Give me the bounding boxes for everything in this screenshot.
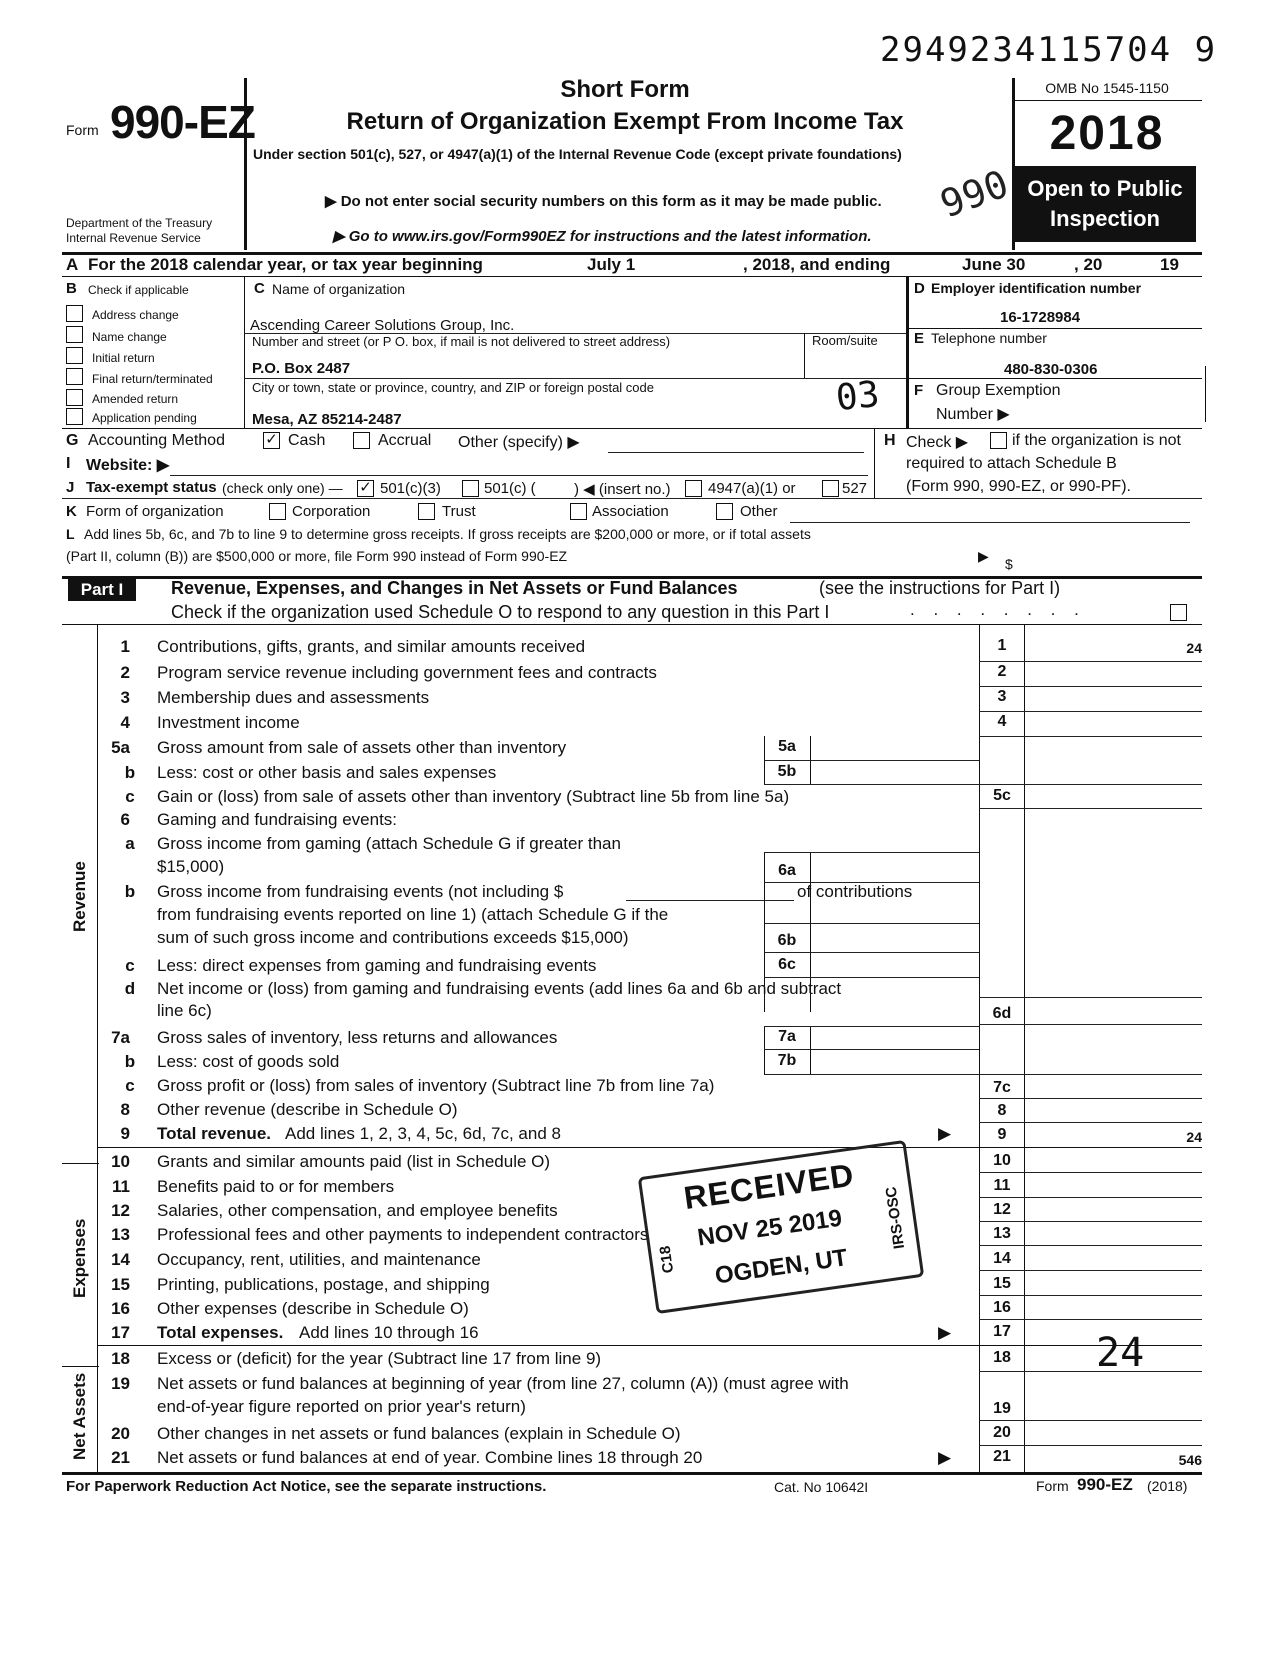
line-l-arrow: ▶: [978, 548, 989, 564]
line-3-rule: [979, 711, 1202, 712]
line-11-rule: [979, 1197, 1202, 1198]
dept-treasury: Department of the Treasury: [66, 216, 213, 230]
line-6d-desc-2: line 6c): [157, 1001, 212, 1020]
city-value[interactable]: Mesa, AZ 85214-2487: [252, 411, 402, 428]
section-b-label: B: [66, 280, 77, 297]
line-2-rule: [979, 686, 1202, 687]
line-i-label: I: [66, 455, 71, 472]
schedule-o-checkbox[interactable]: [1170, 604, 1187, 621]
group-exemption-label: Group Exemption: [936, 382, 1061, 399]
line-2-box: 2: [997, 663, 1007, 680]
part1-tag: [68, 579, 136, 601]
tax-year-end-yy[interactable]: 19: [1160, 255, 1179, 274]
line-18-box: 18: [993, 1349, 1011, 1366]
line-8-box: 8: [997, 1102, 1007, 1119]
line-5a-desc: Gross amount from sale of assets other than inventory: [157, 738, 567, 757]
line-5a-num: 5a: [111, 738, 130, 757]
section-f-label: F: [914, 382, 924, 399]
footer-paperwork-notice: For Paperwork Reduction Act Notice, see the separate instructions.: [66, 1478, 547, 1495]
address-change-checkbox[interactable]: [66, 305, 83, 322]
line-2-num: 2: [120, 663, 130, 682]
line-5a-rule: [764, 760, 979, 761]
revenue-side-label: Revenue: [70, 861, 89, 932]
h-divider: [874, 428, 875, 498]
line-20-rule: [979, 1445, 1202, 1446]
line-17-box: 17: [993, 1323, 1011, 1340]
line-16-box: 16: [993, 1299, 1011, 1316]
line-5b-desc: Less: cost or other basis and sales expenses: [157, 763, 497, 782]
section-d-label: D: [914, 280, 925, 297]
section-e-label: E: [914, 330, 925, 347]
margin-mark: [1205, 366, 1206, 422]
stamp-received-text: RECEIVED: [681, 1156, 857, 1217]
line-16-rule: [979, 1319, 1202, 1320]
notice-irs-link[interactable]: ▶ Go to www.irs.gov/Form990EZ for instructions and the latest information.: [333, 228, 872, 245]
line-a-mid: , 2018, and ending: [743, 255, 891, 274]
expenses-side-label: Expenses: [70, 1218, 89, 1298]
line-6c-rule: [764, 977, 979, 978]
line-6b-top-rule: [764, 923, 979, 924]
line-9-value[interactable]: 24: [1186, 1129, 1202, 1145]
line-17-num: 17: [111, 1323, 130, 1342]
corporation-label: Corporation: [292, 503, 371, 520]
association-checkbox[interactable]: [570, 503, 587, 520]
tax-year-end[interactable]: June 30: [962, 255, 1026, 274]
ein-value[interactable]: 16-1728984: [1000, 309, 1081, 326]
line-7a-top-rule: [764, 1026, 979, 1027]
line-13-rule: [979, 1245, 1202, 1246]
application-pending-label: Application pending: [92, 411, 197, 425]
line-15-desc: Printing, publications, postage, and shipping: [157, 1275, 490, 1294]
accrual-label: Accrual: [378, 432, 432, 449]
net-assets-side-label: Net Assets: [70, 1372, 89, 1460]
line-9-desc: Add lines 1, 2, 3, 4, 5c, 6d, 7c, and 8: [285, 1124, 561, 1143]
org-name-label: Name of organization: [272, 281, 406, 297]
line-6b-contrib-input[interactable]: [626, 900, 794, 901]
website-label: Website: ▶: [86, 457, 170, 474]
line-1-desc: Contributions, gifts, grants, and similar amounts received: [157, 637, 586, 656]
rule-below-a: [62, 276, 1202, 277]
line-10-rule: [979, 1172, 1202, 1173]
line-9-rule: [97, 1147, 1202, 1148]
footer-cat-number: Cat. No 10642I: [774, 1479, 869, 1495]
ein-rule: [906, 328, 1202, 329]
line-19-num: 19: [111, 1374, 130, 1393]
line-15-num: 15: [111, 1275, 130, 1294]
footer-form-year: (2018): [1147, 1478, 1188, 1494]
4947-label: 4947(a)(1) or: [708, 480, 796, 497]
line-1-value[interactable]: 24: [1186, 640, 1202, 656]
line-6b-rule: [764, 952, 979, 953]
line-14-desc: Occupancy, rent, utilities, and maintenance: [157, 1250, 481, 1269]
room-divider: [804, 333, 805, 378]
open-to-public-text: Open to Public: [1027, 176, 1183, 201]
line-14-rule: [979, 1270, 1202, 1271]
line-18-value[interactable]: 24: [1096, 1330, 1145, 1376]
notice-ssn: ▶ Do not enter social security numbers on this form as it may be made public.: [325, 193, 882, 210]
street-rule: [244, 378, 906, 379]
line-6c-box: 6c: [778, 956, 796, 973]
line-16-num: 16: [111, 1299, 130, 1318]
amended-return-label: Amended return: [92, 392, 179, 406]
4947-checkbox[interactable]: [685, 480, 702, 497]
cash-checkbox[interactable]: ✓: [263, 432, 280, 449]
expenses-net-divider: [62, 1366, 99, 1367]
line-6a-desc: Gross income from gaming (attach Schedule G if greater than: [157, 834, 621, 853]
line-15-box: 15: [993, 1275, 1011, 1292]
open-to-public-box: [1014, 166, 1196, 242]
line-6a-box: 6a: [778, 862, 796, 879]
dept-irs: Internal Revenue Service: [66, 231, 201, 245]
other-specify-label: Other (specify) ▶: [458, 434, 580, 451]
line-7-mid-right-rule: [810, 1026, 811, 1074]
501c3-label: 501(c)(3): [380, 480, 441, 497]
footer-form-number: 990-EZ: [1077, 1475, 1133, 1494]
accrual-checkbox[interactable]: [353, 432, 370, 449]
501c3-checkbox[interactable]: ✓: [357, 480, 374, 497]
line-13-num: 13: [111, 1225, 130, 1244]
other-specify-input[interactable]: [608, 452, 864, 453]
line-17-arrow: ▶: [938, 1323, 952, 1342]
line-18-num: 18: [111, 1349, 130, 1368]
line-6d-box: 6d: [992, 1005, 1012, 1022]
line-16-desc: Other expenses (describe in Schedule O): [157, 1299, 469, 1318]
line-j-label: J: [66, 479, 75, 496]
line-19-rule: [979, 1420, 1202, 1421]
revenue-expenses-divider: [62, 1163, 99, 1164]
line-6b-desc: Gross income from fundraising events (not including $: [157, 882, 564, 901]
line-21-desc: Net assets or fund balances at end of year. Combine lines 18 through 20: [157, 1448, 703, 1467]
final-return-label: Final return/terminated: [92, 372, 213, 386]
line-6c-desc: Less: direct expenses from gaming and fundraising events: [157, 956, 597, 975]
line-9-num: 9: [120, 1124, 130, 1143]
title-subtitle: Under section 501(c), 527, or 4947(a)(1) of the Internal Revenue Code (except private foundations): [253, 146, 902, 162]
line-12-rule: [979, 1221, 1202, 1222]
line-20-num: 20: [111, 1424, 130, 1443]
line-5b-rule: [764, 784, 1202, 785]
schedule-o-dots: . . . . . . . .: [910, 600, 1086, 619]
line-1-box: 1: [997, 637, 1007, 654]
rule-below-c: [62, 428, 1202, 429]
association-label: Association: [592, 503, 669, 520]
line-a-yr-prefix: , 20: [1074, 255, 1103, 274]
line-l-text-2: (Part II, column (B)) are $500,000 or more, file Form 990 instead of Form 990-EZ: [66, 548, 568, 564]
line-20-desc: Other changes in net assets or fund balances (explain in Schedule O): [157, 1424, 681, 1443]
accounting-method-label: Accounting Method: [88, 432, 225, 449]
line-17-desc: Add lines 10 through 16: [299, 1323, 479, 1342]
line-6d-top-rule: [979, 997, 1202, 998]
line-8-desc: Other revenue (describe in Schedule O): [157, 1100, 458, 1119]
line-1-rule: [979, 661, 1202, 662]
line-5c-num: c: [125, 787, 135, 806]
tax-year: 2018: [1049, 107, 1165, 160]
part1-tag-text: Part I: [80, 580, 124, 599]
line-6a-top-rule: [764, 852, 979, 853]
line-5b-box: 5b: [777, 763, 797, 780]
line-8-rule: [979, 1122, 1202, 1123]
document-locator-number: 2949234115704 9: [880, 30, 1218, 70]
other-org-input[interactable]: [790, 522, 1190, 523]
application-pending-checkbox[interactable]: [66, 408, 83, 425]
tax-exempt-status-label: Tax-exempt status: [86, 479, 217, 496]
section-c-label: C: [254, 280, 265, 297]
stamp-place-text: OGDEN, UT: [713, 1244, 850, 1290]
title-main: Return of Organization Exempt From Income Tax: [346, 108, 904, 135]
line-18-desc: Excess or (deficit) for the year (Subtract line 17 from line 9): [157, 1349, 602, 1368]
room-suite-label: Room/suite: [812, 333, 878, 348]
side-column-rule: [97, 624, 98, 1474]
line-7b-num: b: [124, 1052, 136, 1071]
schedule-b-checkbox[interactable]: [990, 432, 1007, 449]
tax-exempt-note: (check only one) —: [222, 480, 343, 496]
line-10-num: 10: [111, 1152, 130, 1171]
line-4-desc: Investment income: [157, 713, 300, 732]
line-2-desc: Program service revenue including government fees and contracts: [157, 663, 657, 682]
line-a-text: For the 2018 calendar year, or tax year beginning: [88, 255, 483, 274]
org-name-value[interactable]: Ascending Career Solutions Group, Inc.: [250, 317, 515, 334]
line-h-text-3: (Form 990, 990-EZ, or 990-PF).: [906, 478, 1131, 495]
section-c-left-rule: [244, 276, 245, 428]
line-7c-num: c: [125, 1076, 135, 1095]
other-org-checkbox[interactable]: [716, 503, 733, 520]
line-11-desc: Benefits paid to or for members: [157, 1177, 395, 1196]
line-7a-box: 7a: [778, 1028, 796, 1045]
line-18-rule: [979, 1371, 1202, 1372]
section-b-title: Check if applicable: [88, 283, 189, 297]
initial-return-checkbox[interactable]: [66, 347, 83, 364]
line-3-box: 3: [997, 688, 1007, 705]
line-21-box: 21: [993, 1448, 1011, 1465]
line-6a-num: a: [125, 834, 135, 853]
line-6b-desc-1b: of contributions: [797, 882, 913, 901]
footer-form-word: Form: [1036, 1478, 1069, 1494]
line-1-num: 1: [120, 637, 130, 656]
amended-return-checkbox[interactable]: [66, 389, 83, 406]
omb-rule: [1012, 100, 1202, 101]
line-6d-num: d: [124, 979, 136, 998]
form-of-org-label: Form of organization: [86, 503, 224, 520]
initial-return-label: Initial return: [92, 351, 155, 365]
line-7a-desc: Gross sales of inventory, less returns and allowances: [157, 1028, 558, 1047]
telephone-label: Telephone number: [931, 330, 1047, 346]
section-c-right-rule: [906, 276, 909, 428]
tax-year-begin[interactable]: July 1: [587, 255, 636, 274]
line-l-dollar: $: [1005, 556, 1013, 572]
handwritten-mark-990: 990: [934, 161, 1015, 227]
rule-below-part1: [62, 624, 1202, 625]
line-6c-num: c: [125, 956, 135, 975]
line-21-num: 21: [111, 1448, 130, 1467]
rule-above-k: [62, 498, 1202, 499]
line-11-box: 11: [993, 1177, 1011, 1194]
line-4-rule: [979, 736, 1202, 737]
part1-title: Revenue, Expenses, and Changes in Net Assets or Fund Balances: [171, 578, 738, 598]
line-3-num: 3: [120, 688, 130, 707]
line-5b-num: b: [124, 763, 136, 782]
form-word: Form: [66, 122, 99, 138]
line-5c-rule: [979, 808, 1202, 809]
line-l-text: Add lines 5b, 6c, and 7b to line 9 to determine gross receipts. If gross receipts are $200,000 or more, or if total assets: [84, 526, 811, 542]
line-7b-desc: Less: cost of goods sold: [157, 1052, 340, 1071]
line-6-desc: Gaming and fundraising events:: [157, 810, 398, 829]
trust-label: Trust: [442, 503, 476, 520]
line-a-label: A: [66, 255, 79, 274]
line-12-desc: Salaries, other compensation, and employee benefits: [157, 1201, 558, 1220]
line-19-desc: Net assets or fund balances at beginning of year (from line 27, column (A)) (must agree with: [157, 1374, 849, 1393]
line-6b-desc-2: from fundraising events reported on line 1) (attach Schedule G if the: [157, 905, 669, 924]
line-19-box: 19: [993, 1400, 1011, 1417]
street-value[interactable]: P.O. Box 2487: [252, 360, 351, 377]
line-5a-box: 5a: [778, 738, 796, 755]
other-org-label: Other: [740, 503, 778, 520]
line-7b-rule: [764, 1074, 1202, 1075]
501c-label: 501(c) (: [484, 480, 536, 497]
line-7c-box: 7c: [993, 1079, 1011, 1096]
title-short-form: Short Form: [560, 76, 690, 103]
line-9-desc-bold: Total revenue.: [157, 1124, 271, 1143]
line-6b-num: b: [124, 882, 136, 901]
line-6d-desc: Net income or (loss) from gaming and fundraising events (add lines 6a and 6b and subtract: [157, 979, 842, 998]
line-15-rule: [979, 1295, 1202, 1296]
line-9-arrow: ▶: [938, 1124, 952, 1143]
part1-title-note: (see the instructions for Part I): [819, 578, 1061, 598]
line-17-rule: [97, 1345, 1202, 1346]
received-stamp: [638, 1140, 925, 1314]
line-21-value[interactable]: 546: [1178, 1452, 1202, 1468]
line-6-num: 6: [120, 810, 130, 829]
line-h-text: if the organization is not: [1012, 432, 1181, 449]
stamp-side-left: C18: [656, 1244, 678, 1275]
box-column-left-rule: [979, 624, 980, 1474]
group-exemption-number-label: Number ▶: [936, 406, 1010, 423]
line-13-desc: Professional fees and other payments to independent contractors: [157, 1225, 649, 1244]
line-g-label: G: [66, 432, 79, 449]
line-6d-rule: [979, 1024, 1202, 1025]
address-change-label: Address change: [92, 308, 179, 322]
line-19-desc-2: end-of-year figure reported on prior year's return): [157, 1397, 526, 1416]
line-14-box: 14: [993, 1250, 1011, 1267]
rule-above-footer: [62, 1472, 1202, 1475]
telephone-value[interactable]: 480-830-0306: [1004, 361, 1098, 378]
line-10-desc: Grants and similar amounts paid (list in Schedule O): [157, 1152, 551, 1171]
line-12-box: 12: [993, 1201, 1011, 1218]
line-4-num: 4: [120, 713, 130, 732]
line-l-label: L: [66, 526, 75, 542]
line-7a-rule: [764, 1049, 979, 1050]
website-input[interactable]: [170, 475, 868, 476]
line-14-num: 14: [111, 1250, 130, 1269]
line-7b-box: 7b: [777, 1052, 797, 1069]
line-h-check: Check ▶: [906, 434, 969, 451]
ein-label: Employer identification number: [931, 280, 1142, 296]
trust-checkbox[interactable]: [418, 503, 435, 520]
line-17-desc-bold: Total expenses.: [157, 1323, 284, 1342]
527-label: 527: [842, 480, 868, 497]
line-20-box: 20: [993, 1424, 1011, 1441]
line-7c-desc: Gross profit or (loss) from sales of inventory (Subtract line 7b from line 7a): [157, 1076, 715, 1095]
line-5c-desc: Gain or (loss) from sale of assets other than inventory (Subtract line 5b from line 5a): [157, 787, 790, 806]
handwritten-mark-03: 03: [833, 373, 882, 420]
street-label: Number and street (or P O. box, if mail is not delivered to street address): [252, 334, 671, 349]
line-13-box: 13: [993, 1225, 1011, 1242]
omb-number: OMB No 1545-1150: [1045, 80, 1169, 96]
501c-insert-label: ) ◀ (insert no.): [574, 481, 671, 498]
line-h-text-2: required to attach Schedule B: [906, 455, 1117, 472]
line-7c-rule: [979, 1098, 1202, 1099]
line-6b-desc-3: sum of such gross income and contributions exceeds $15,000): [157, 928, 629, 947]
line-8-num: 8: [120, 1100, 130, 1119]
schedule-o-check-text: Check if the organization used Schedule O to respond to any question in this Part I: [171, 602, 830, 622]
line-5c-box: 5c: [993, 787, 1011, 804]
line-k-label: K: [66, 503, 77, 520]
line-21-arrow: ▶: [938, 1448, 952, 1467]
cash-label: Cash: [288, 432, 326, 449]
501c-checkbox[interactable]: [462, 480, 479, 497]
line-10-box: 10: [993, 1152, 1011, 1169]
telephone-rule: [906, 378, 1202, 379]
527-checkbox[interactable]: [822, 480, 839, 497]
stamp-side-right: IRS-OSC: [882, 1185, 909, 1250]
name-change-label: Name change: [92, 330, 167, 344]
line-4-box: 4: [997, 713, 1007, 730]
line-6a-desc-2: $15,000): [157, 857, 225, 876]
box-column-right-rule: [1024, 624, 1025, 1474]
line-3-desc: Membership dues and assessments: [157, 688, 430, 707]
form-number: 990-EZ: [110, 96, 255, 148]
corporation-checkbox[interactable]: [269, 503, 286, 520]
line-11-num: 11: [112, 1177, 130, 1196]
line-9-box: 9: [997, 1126, 1007, 1143]
line-6b-box: 6b: [777, 932, 797, 949]
line-h-label: H: [884, 432, 896, 449]
line-7a-num: 7a: [111, 1028, 130, 1047]
stamp-date-text: NOV 25 2019: [695, 1204, 844, 1252]
final-return-checkbox[interactable]: [66, 368, 83, 385]
name-change-checkbox[interactable]: [66, 326, 83, 343]
line-12-num: 12: [111, 1201, 130, 1220]
city-label: City or town, state or province, country, and ZIP or foreign postal code: [252, 380, 654, 395]
inspection-text: Inspection: [1049, 206, 1160, 231]
